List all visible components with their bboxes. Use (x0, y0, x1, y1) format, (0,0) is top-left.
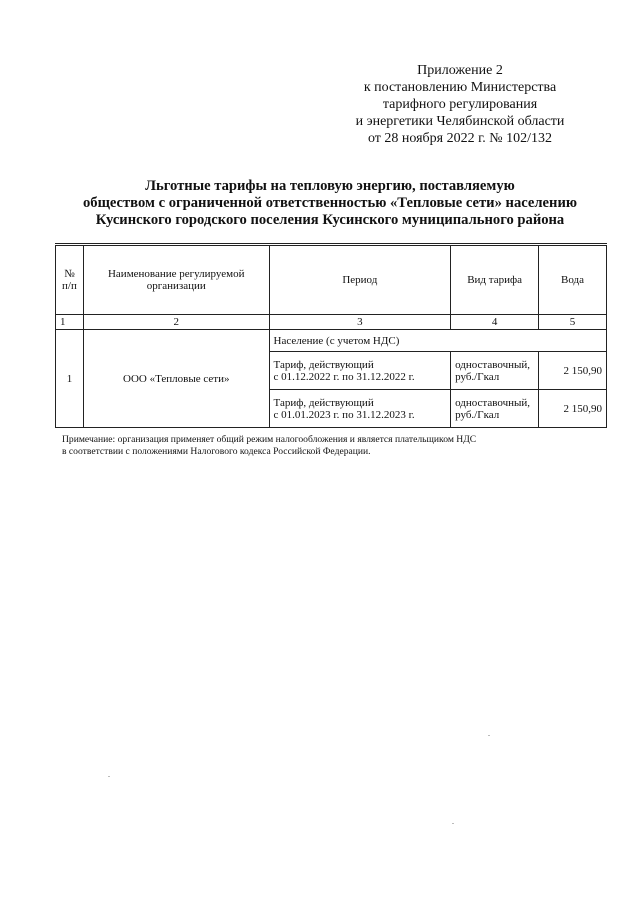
water-value: 2 150,90 (539, 352, 607, 390)
appendix-line: тарифного регулирования (382, 97, 538, 112)
table-header-row (56, 245, 607, 315)
period-text: Тариф, действующий (273, 358, 374, 371)
period-cell (269, 352, 451, 390)
row-number: 1 (56, 330, 84, 428)
scan-speck (452, 823, 454, 824)
title-line: Льготные тарифы на тепловую энергию, поставляемую (145, 178, 515, 194)
scan-speck (488, 735, 490, 736)
col-number: 3 (269, 315, 451, 330)
header-period: Период (269, 245, 451, 315)
tariff-type-cell (451, 352, 539, 390)
footnote-line: Примечание: организация применяет общий режим налогообложения и является плательщиком НДС (62, 434, 477, 445)
appendix-line: Приложение 2 (417, 63, 503, 78)
header-organization: Наименование регулируемой организации (83, 245, 269, 315)
organization-name: ООО «Тепловые сети» (83, 330, 269, 428)
header-tariff-type: Вид тарифа (451, 245, 539, 315)
tariff-table (55, 243, 607, 428)
appendix-header (330, 62, 590, 147)
group-label: Население (с учетом НДС) (269, 330, 606, 352)
tariff-unit-text: руб./Гкал (455, 408, 500, 421)
col-number: 4 (451, 315, 539, 330)
period-text: Тариф, действующий (273, 396, 374, 409)
scan-speck (108, 776, 110, 777)
col-number: 1 (56, 315, 84, 330)
title-line: обществом с ограниченной ответственностью «Тепловые сети» населению (82, 195, 578, 211)
title-line: Кусинского городского поселения Кусинского муниципального района (95, 212, 565, 228)
appendix-line: к постановлению Министерства (363, 80, 557, 95)
period-dates: с 01.01.2023 г. по 31.12.2023 г. (273, 408, 415, 421)
group-row (56, 330, 607, 352)
col-number: 2 (83, 315, 269, 330)
tariff-type-text: одноставочный, (455, 358, 531, 371)
appendix-line: от 28 ноября 2022 г. № 102/132 (367, 131, 553, 146)
document-title (40, 178, 620, 229)
appendix-line: и энергетики Челябинской области (355, 114, 565, 129)
column-numbers-row (56, 315, 607, 330)
col-number: 5 (539, 315, 607, 330)
tariff-unit-text: руб./Гкал (455, 370, 500, 383)
footnote (62, 434, 602, 458)
period-cell (269, 390, 451, 428)
header-num: № п/п (56, 245, 84, 315)
header-water: Вода (539, 245, 607, 315)
tariff-type-text: одноставочный, (455, 396, 531, 409)
period-dates: с 01.12.2022 г. по 31.12.2022 г. (273, 370, 415, 383)
water-value: 2 150,90 (539, 390, 607, 428)
tariff-type-cell (451, 390, 539, 428)
footnote-line: в соответствии с положениями Налогового кодекса Российской Федерации. (62, 446, 371, 457)
